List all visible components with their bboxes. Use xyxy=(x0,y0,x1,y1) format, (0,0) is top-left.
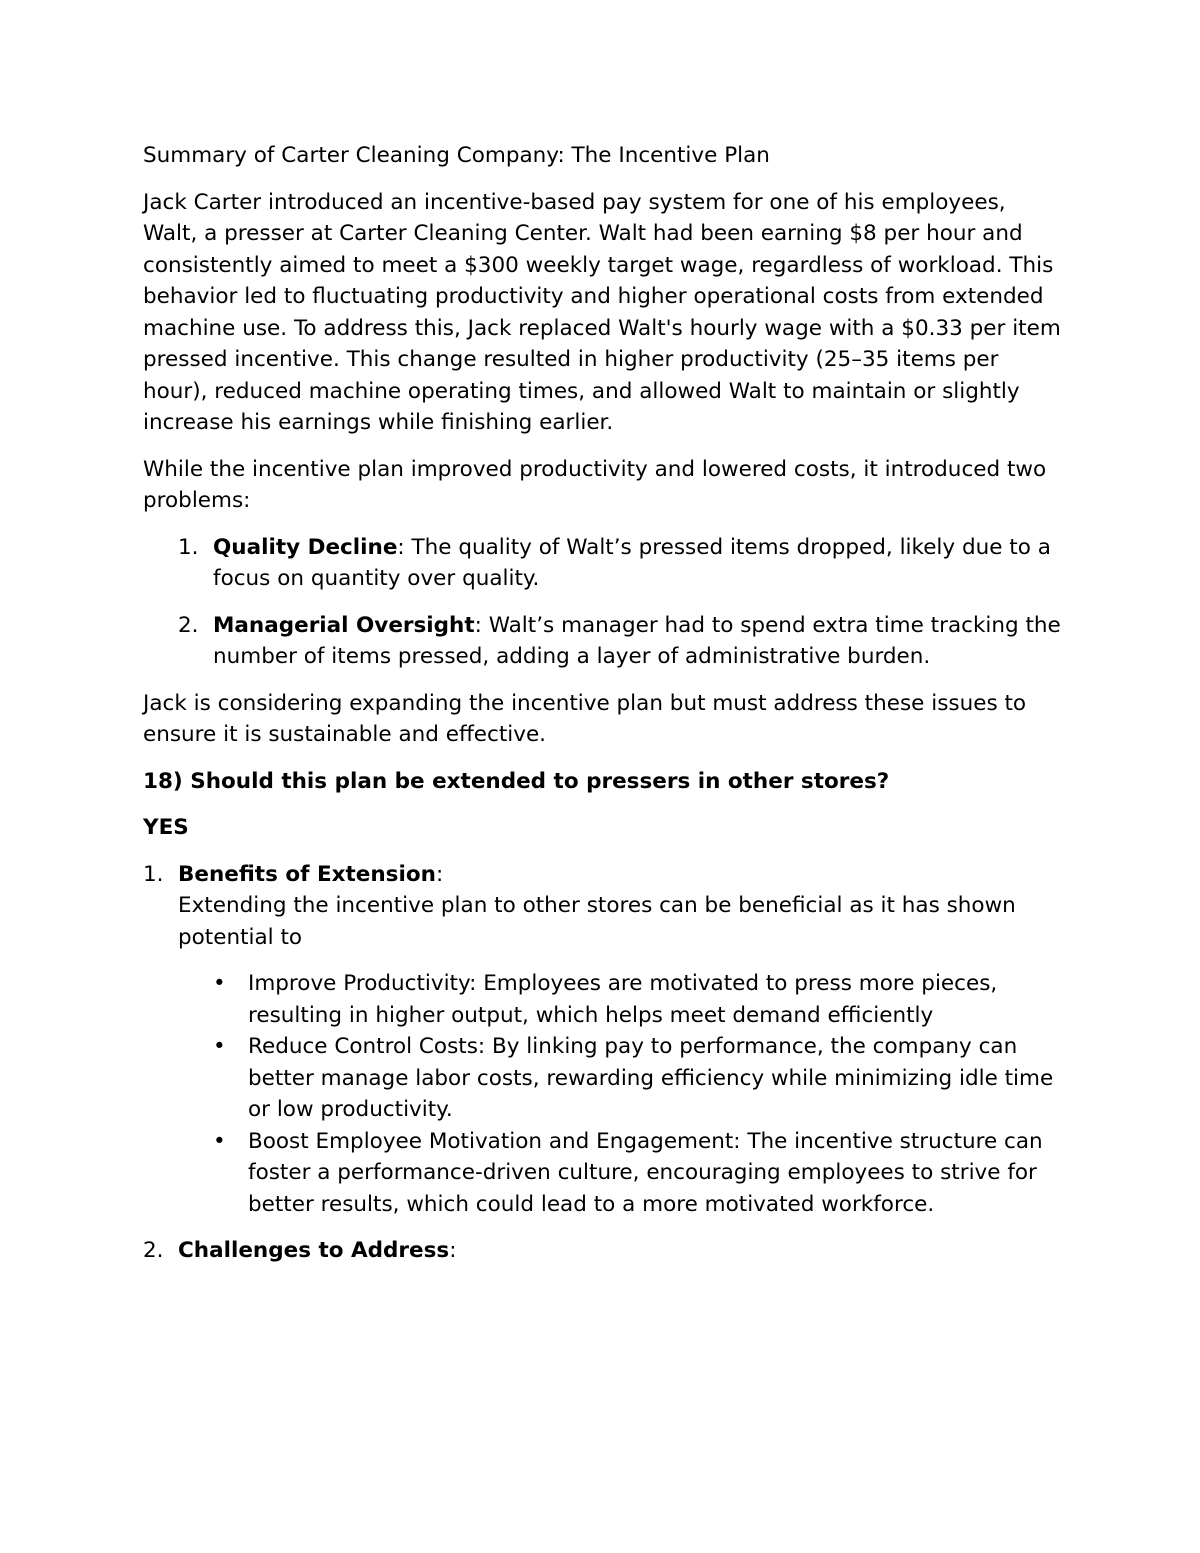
bullet-item xyxy=(143,1126,1063,1221)
conclusion-paragraph: Jack is considering expanding the incentive plan but must address these issues to ensure it is sustainable and effective. xyxy=(143,690,1027,747)
section-content xyxy=(178,859,1063,954)
list-item xyxy=(143,532,1063,595)
section-number: 1. xyxy=(143,861,164,887)
section-body: Extending the incentive plan to other stores can be beneficial as it has shown potential to xyxy=(178,893,1016,950)
answer-heading: YES xyxy=(143,815,189,840)
bullet-text: Boost Employee Motivation and Engagement: The incentive structure can foster a performance-driven culture, encouraging employees to strive for better results, which could lead to a more motivated workforce. xyxy=(248,1128,1043,1217)
document-title: Summary of Carter Cleaning Company: The Incentive Plan xyxy=(143,143,770,168)
bullet-icon: • xyxy=(213,1128,226,1154)
bullet-icon: • xyxy=(213,971,226,996)
section-content xyxy=(178,1235,1063,1267)
problem-text: : The quality of Walt’s pressed items dropped, likely due to a focus on quantity over quality. xyxy=(213,534,1051,591)
document-page xyxy=(143,140,1063,1267)
section-benefits xyxy=(143,859,1063,954)
section-challenges xyxy=(143,1235,1063,1267)
bullet-text: Improve Productivity: Employees are motivated to press more pieces, resulting in higher output, which helps meet demand efficiently xyxy=(248,971,998,1028)
section-colon: : xyxy=(449,1238,457,1263)
bullet-item xyxy=(143,1031,1063,1126)
section-heading: Challenges to Address xyxy=(178,1238,450,1263)
problems-intro: While the incentive plan improved productivity and lowered costs, it introduced two problems: xyxy=(143,456,1047,513)
question-heading: 18) Should this plan be extended to pressers in other stores? xyxy=(143,768,890,794)
list-number: 2. xyxy=(178,612,199,638)
bullet-item xyxy=(143,968,1063,1031)
benefits-list xyxy=(143,968,1063,1220)
section-colon: : xyxy=(435,861,444,887)
list-number: 1. xyxy=(178,534,199,560)
list-item xyxy=(143,610,1063,673)
section-number: 2. xyxy=(143,1238,164,1263)
problem-text: : Walt’s manager had to spend extra time tracking the number of items pressed, adding a layer of administrative burden. xyxy=(213,612,1061,669)
bullet-icon: • xyxy=(213,1034,226,1059)
problems-list xyxy=(143,532,1063,673)
intro-paragraph: Jack Carter introduced an incentive-based pay system for one of his employees, Walt, a presser at Carter Cleaning Center. Walt had been earning $8 per hour and consistently aimed to meet a $300 weekly target wage, regardless of workload. This behavior led to fluctuating productivity and higher operational costs from extended machine use. To address this, Jack replaced Walt's hourly wage with a $0.33 per item pressed incentive. This change resulted in higher productivity (25–35 items per hour), reduced machine operating times, and allowed Walt to maintain or slightly increase his earnings while finishing earlier. xyxy=(143,189,1061,435)
problem-heading: Quality Decline xyxy=(213,534,398,560)
bullet-text: Reduce Control Costs: By linking pay to performance, the company can better manage labor costs, rewarding efficiency while minimizing idle time or low productivity. xyxy=(248,1034,1054,1122)
section-heading: Benefits of Extension xyxy=(178,861,436,887)
problem-heading: Managerial Oversight xyxy=(213,612,475,638)
